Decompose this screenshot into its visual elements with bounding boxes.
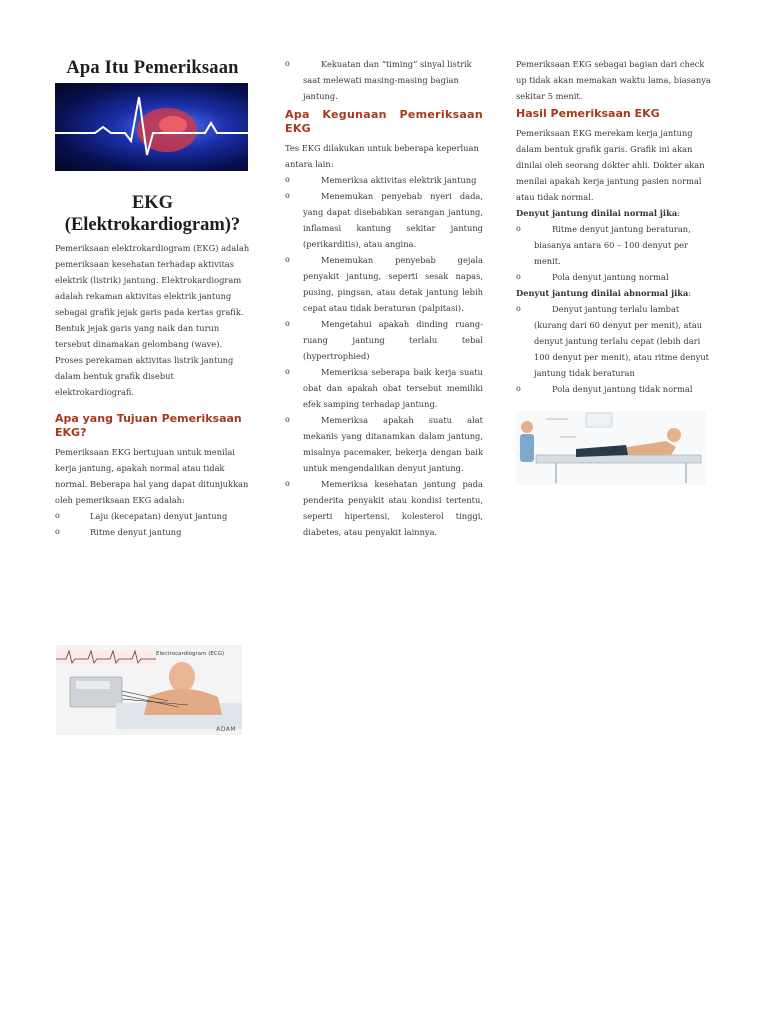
ecg-monitor — [586, 413, 612, 427]
ecg-machine-screen — [76, 681, 110, 689]
list-item: o Ritme denyut jantung — [55, 524, 250, 540]
abnormal-label: Denyut jantung dinilai abnormal jika: — [516, 288, 692, 298]
heart-ecg-graphic — [55, 83, 248, 171]
heart-highlight — [159, 116, 187, 134]
ecg-image-caption: Electrocardiogram (ECG) — [156, 651, 225, 657]
patient-head — [169, 662, 195, 692]
patient-bed-graphic — [516, 411, 706, 485]
kegunaan-list — [285, 172, 483, 540]
normal-label: Denyut jantung dinilai normal jika: — [516, 208, 680, 218]
list-item: o Menemukan penyebab nyeri dada, yang dapat disebabkan serangan jantung, inflamasi kantung sekitar jantung (perikarditis), atau angina. — [285, 188, 483, 252]
ecg-patient-image — [56, 645, 242, 735]
list-item: o Denyut jantung terlalu lambat (kurang dari 60 denyut per menit), atau denyut jantung terlalu cepat (lebih dari 100 denyut per menit), atau ritme denyut jantung tidak beraturan — [516, 301, 714, 381]
intro-paragraph: Pemeriksaan elektrokardiogram (EKG) adalah pemeriksaan kesehatan terhadap aktivitas elektrik (listrik) jantung. Elektrokardiogram adalah rekaman aktivitas elektrik jantung sebagai grafik jejak garis pada kertas grafik. Bentuk jejak garis yang naik dan turun tersebut dinamakan gelombang (wave). Proses perekaman aktivitas listrik jantung dalam bentuk grafik disebut elektrokardiografi. — [55, 243, 250, 397]
nurse-head — [521, 421, 533, 433]
list-item: o Memeriksa seberapa baik kerja suatu obat dan apakah obat tersebut memiliki efek samping terhadap jantung. — [285, 364, 483, 412]
bullet-icon: o — [285, 319, 290, 328]
column-1 — [55, 56, 250, 540]
adam-credit: ADAM — [216, 726, 236, 733]
ecg-patient-graphic — [56, 645, 242, 735]
bullet-icon: o — [285, 191, 290, 200]
list-item: o Memeriksa apakah suatu alat mekanis yang ditanamkan dalam jantung, misalnya pacemaker, bekerja dengan baik untuk mengendalikan denyut jantung. — [285, 412, 483, 476]
tujuan-list-continued — [285, 56, 483, 104]
tujuan-heading: Apa yang Tujuan Pemeriksaan EKG? — [55, 412, 242, 439]
hasil-heading: Hasil Pemeriksaan EKG — [516, 107, 660, 120]
list-item: o Laju (kecepatan) denyut jantung — [55, 508, 250, 524]
ecg-paper-strip — [56, 650, 156, 664]
tujuan-list — [55, 508, 250, 540]
nurse-body — [520, 434, 534, 462]
bullet-icon: o — [55, 511, 60, 520]
tujuan-paragraph: Pemeriksaan EKG bertujuan untuk menilai kerja jantung, apakah normal atau tidak normal. Beberapa hal yang dapat ditunjukkan oleh pemeriksaan EKG adalah: — [55, 447, 249, 505]
normal-list — [516, 221, 714, 285]
column-2 — [285, 56, 483, 540]
bullet-icon: o — [285, 175, 290, 184]
bullet-icon: o — [516, 224, 521, 233]
bullet-icon: o — [516, 384, 521, 393]
bullet-icon: o — [516, 304, 521, 313]
abnormal-list — [516, 301, 714, 397]
list-item: o Memeriksa kesehatan jantung pada penderita penyakit atau kondisi tertentu, seperti hipertensi, kolesterol tinggi, diabetes, atau penyakit lainnya. — [285, 476, 483, 540]
patient-head — [667, 428, 681, 442]
bullet-icon: o — [285, 255, 290, 264]
kegunaan-paragraph: Tes EKG dilakukan untuk beberapa keperluan antara lain: — [285, 143, 479, 169]
exam-bed — [536, 455, 701, 463]
heart-ecg-image — [55, 83, 248, 171]
hasil-paragraph: Pemeriksaan EKG merekam kerja jantung dalam bentuk grafik garis. Grafik ini akan dinilai oleh seorang dokter ahli. Dokter akan menilai apakah kerja jantung pasien normal atau tidak normal. — [516, 128, 705, 202]
list-item: o Kekuatan dan “timing” sinyal listrik saat melewati masing-masing bagian jantung. — [285, 56, 483, 104]
list-item: o Memeriksa aktivitas elektrik jantung — [285, 172, 483, 188]
bullet-icon: o — [285, 367, 290, 376]
bullet-icon: o — [55, 527, 60, 536]
checkup-paragraph: Pemeriksaan EKG sebagai bagian dari check up tidak akan memakan waktu lama, biasanya sekitar 5 menit. — [516, 59, 711, 101]
patient-pants — [576, 445, 628, 457]
list-item: o Menemukan penyebab gejala penyakit jantung, seperti sesak napas, pusing, pingsan, atau detak jantung lebih cepat atau tidak beraturan (palpitasi). — [285, 252, 483, 316]
bullet-icon: o — [285, 415, 290, 424]
list-item: o Pola denyut jantung tidak normal — [516, 381, 714, 397]
bullet-icon: o — [285, 59, 290, 68]
page-title: Apa Itu Pemeriksaan — [66, 58, 239, 78]
column-3 — [516, 56, 714, 485]
bullet-icon: o — [285, 479, 290, 488]
bullet-icon: o — [516, 272, 521, 281]
list-item: o Pola denyut jantung normal — [516, 269, 714, 285]
list-item: o Ritme denyut jantung beraturan, biasanya antara 60 – 100 denyut per menit. — [516, 221, 714, 269]
patient-bed-image — [516, 411, 706, 485]
list-item: o Mengetahui apakah dinding ruang-ruang jantung terlalu tebal (hypertrophied) — [285, 316, 483, 364]
ekg-title: EKG (Elektrokardiogram)? — [64, 193, 241, 235]
kegunaan-heading: Apa Kegunaan Pemeriksaan EKG — [285, 108, 483, 135]
